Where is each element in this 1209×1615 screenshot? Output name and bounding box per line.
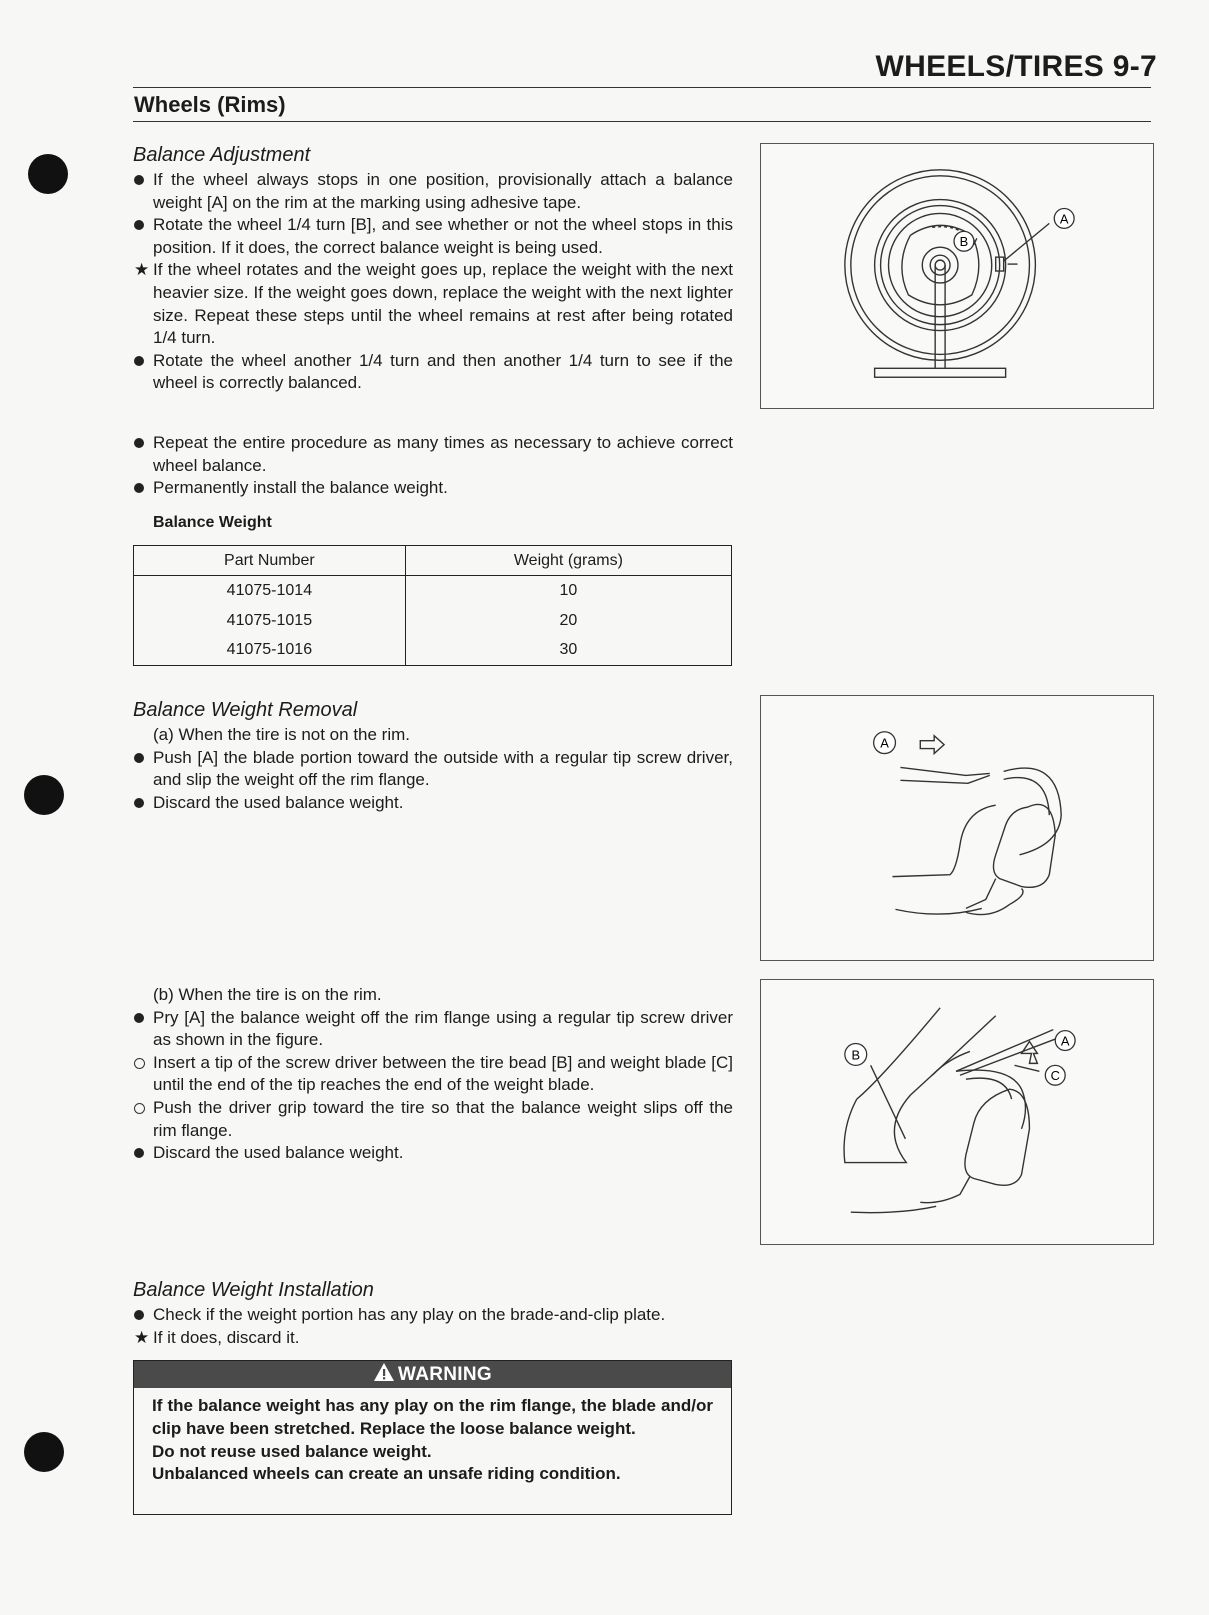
installation-items — [133, 1304, 733, 1349]
callout-label: B — [851, 1047, 861, 1063]
warning-body — [134, 1388, 731, 1486]
removal-tire-off-illustration — [761, 696, 1153, 960]
column-header-weight: Weight (grams) — [405, 546, 731, 576]
callout-label: A — [1060, 1033, 1070, 1049]
callout-label: A — [880, 735, 889, 751]
table-row — [134, 576, 732, 606]
list-item-text: Check if the weight portion has any play on the brade-and-clip plate. — [153, 1305, 666, 1324]
list-item — [133, 1304, 733, 1327]
list-item-text: Pry [A] the balance weight off the rim flange using a regular tip screw driver as shown in the figure. — [153, 1007, 733, 1050]
figure-wheel-balancer — [760, 143, 1154, 409]
removal-tire-on-illustration — [761, 980, 1153, 1244]
list-item — [133, 169, 733, 214]
part-number-cell: 41075-1014 — [134, 576, 406, 606]
installation-heading: Balance Weight Installation — [133, 1279, 374, 1301]
list-item-text: Discard the used balance weight. — [153, 792, 404, 812]
warning-paragraph: If the balance weight has any play on the rim flange, the blade and/or clip have been stretched. Replace the loose balance weight. — [152, 1396, 713, 1438]
list-item-text: Push the driver grip toward the tire so that the balance weight slips off the rim flange. — [153, 1097, 733, 1140]
punch-hole-bottom — [24, 1432, 64, 1472]
figure-removal-tire-on — [760, 979, 1154, 1245]
table-row — [134, 636, 732, 666]
balance-adjustment-list — [133, 169, 733, 395]
balance-adjustment-list-2 — [133, 432, 733, 500]
list-item — [133, 477, 733, 500]
bullet-icon — [134, 432, 150, 455]
bullet-icon — [134, 214, 150, 237]
weight-cell: 10 — [405, 576, 731, 606]
list-item — [133, 1327, 733, 1350]
punch-hole-top — [28, 154, 68, 194]
removal-case-a: (a) When the tire is not on the rim. — [153, 725, 410, 744]
list-item — [133, 792, 733, 815]
list-item — [133, 1097, 733, 1142]
balance-weight-table — [133, 545, 732, 666]
table-row — [134, 606, 732, 636]
balance-adjustment-block — [133, 143, 733, 395]
bullet-icon — [134, 169, 150, 192]
bullet-icon — [134, 1007, 150, 1030]
list-item-text: If the wheel always stops in one position, provisionally attach a balance weight [A] on the rim at the marking using adhesive tape. — [153, 170, 733, 212]
section-title: Wheels (Rims) — [134, 92, 286, 117]
list-item-text: Rotate the wheel another 1/4 turn and then another 1/4 turn to see if the wheel is correctly balanced. — [153, 350, 733, 393]
list-item-text: Push [A] the blade portion toward the outside with a regular tip screw driver, and slip the weight off the rim flange. — [153, 747, 733, 790]
callout-label: B — [959, 234, 969, 250]
warning-line-reuse: Do not reuse used balance weight. — [152, 1441, 432, 1461]
header-rule — [133, 87, 1151, 88]
list-item — [133, 432, 733, 477]
balance-adjustment-heading: Balance Adjustment — [133, 144, 311, 166]
list-item-text: Rotate the wheel 1/4 turn [B], and see whether or not the wheel stops in this position. If it does, the correct balance weight is being used. — [153, 215, 733, 257]
balance-adjustment-items — [133, 432, 733, 500]
callout-label: A — [1059, 211, 1069, 227]
removal-items-a — [133, 747, 733, 815]
removal-block-b — [133, 984, 733, 1165]
list-item-text: If the wheel rotates and the weight goes up, replace the weight with the next heavier size. If the weight goes down, replace the weight with the next lighter size. Repeat these steps until the wheel remains at rest after being rotated 1/4 turn. — [153, 260, 733, 348]
warning-line-unsafe: Unbalanced wheels can create an unsafe riding condition. — [152, 1464, 621, 1484]
bullet-icon — [134, 477, 150, 500]
list-item-text: Repeat the entire procedure as many times as necessary to achieve correct wheel balance. — [153, 433, 733, 475]
star-marker-icon: ★ — [134, 1327, 150, 1347]
bullet-icon — [134, 1304, 150, 1327]
warning-title: WARNING — [398, 1364, 492, 1385]
punch-hole-middle — [24, 775, 64, 815]
section-rule — [133, 121, 1151, 122]
warning-header — [134, 1361, 731, 1388]
hollow-bullet-icon — [134, 1052, 150, 1076]
part-number-cell: 41075-1015 — [134, 606, 406, 636]
bullet-icon — [134, 1142, 150, 1165]
removal-heading: Balance Weight Removal — [133, 699, 358, 721]
list-item — [133, 1142, 733, 1165]
list-item-text: Permanently install the balance weight. — [153, 478, 448, 498]
list-item — [133, 214, 733, 259]
removal-items-b — [133, 1007, 733, 1165]
warning-triangle-icon — [373, 1362, 395, 1382]
table-header-row — [134, 546, 732, 576]
list-item — [133, 350, 733, 395]
figure-removal-tire-off — [760, 695, 1154, 961]
balance-weight-label: Balance Weight — [153, 514, 272, 531]
list-item — [133, 747, 733, 792]
part-number-cell: 41075-1016 — [134, 636, 406, 666]
installation-block — [133, 1278, 733, 1349]
list-item-text: Discard the used balance weight. — [153, 1143, 404, 1163]
list-item — [133, 1007, 733, 1052]
warning-box — [133, 1360, 732, 1515]
bullet-icon — [134, 350, 150, 373]
list-item — [133, 1052, 733, 1097]
bullet-icon — [134, 747, 150, 770]
callout-label: C — [1050, 1068, 1060, 1084]
page-header-title: WHEELS/TIRES 9-7 — [875, 50, 1157, 83]
weight-cell: 30 — [405, 636, 731, 666]
list-item — [133, 259, 733, 349]
weight-cell: 20 — [405, 606, 731, 636]
bullet-icon — [134, 792, 150, 815]
removal-block — [133, 698, 733, 814]
removal-case-b: (b) When the tire is on the rim. — [153, 985, 382, 1004]
column-header-part-number: Part Number — [134, 546, 406, 576]
list-item-text: If it does, discard it. — [153, 1327, 300, 1347]
star-marker-icon: ★ — [134, 260, 150, 280]
hollow-bullet-icon — [134, 1097, 150, 1121]
list-item-text: Insert a tip of the screw driver between the tire bead [B] and weight blade [C] until the end of the tip reaches the end of the weight blade. — [153, 1052, 733, 1095]
wheel-balancer-illustration — [761, 144, 1153, 408]
